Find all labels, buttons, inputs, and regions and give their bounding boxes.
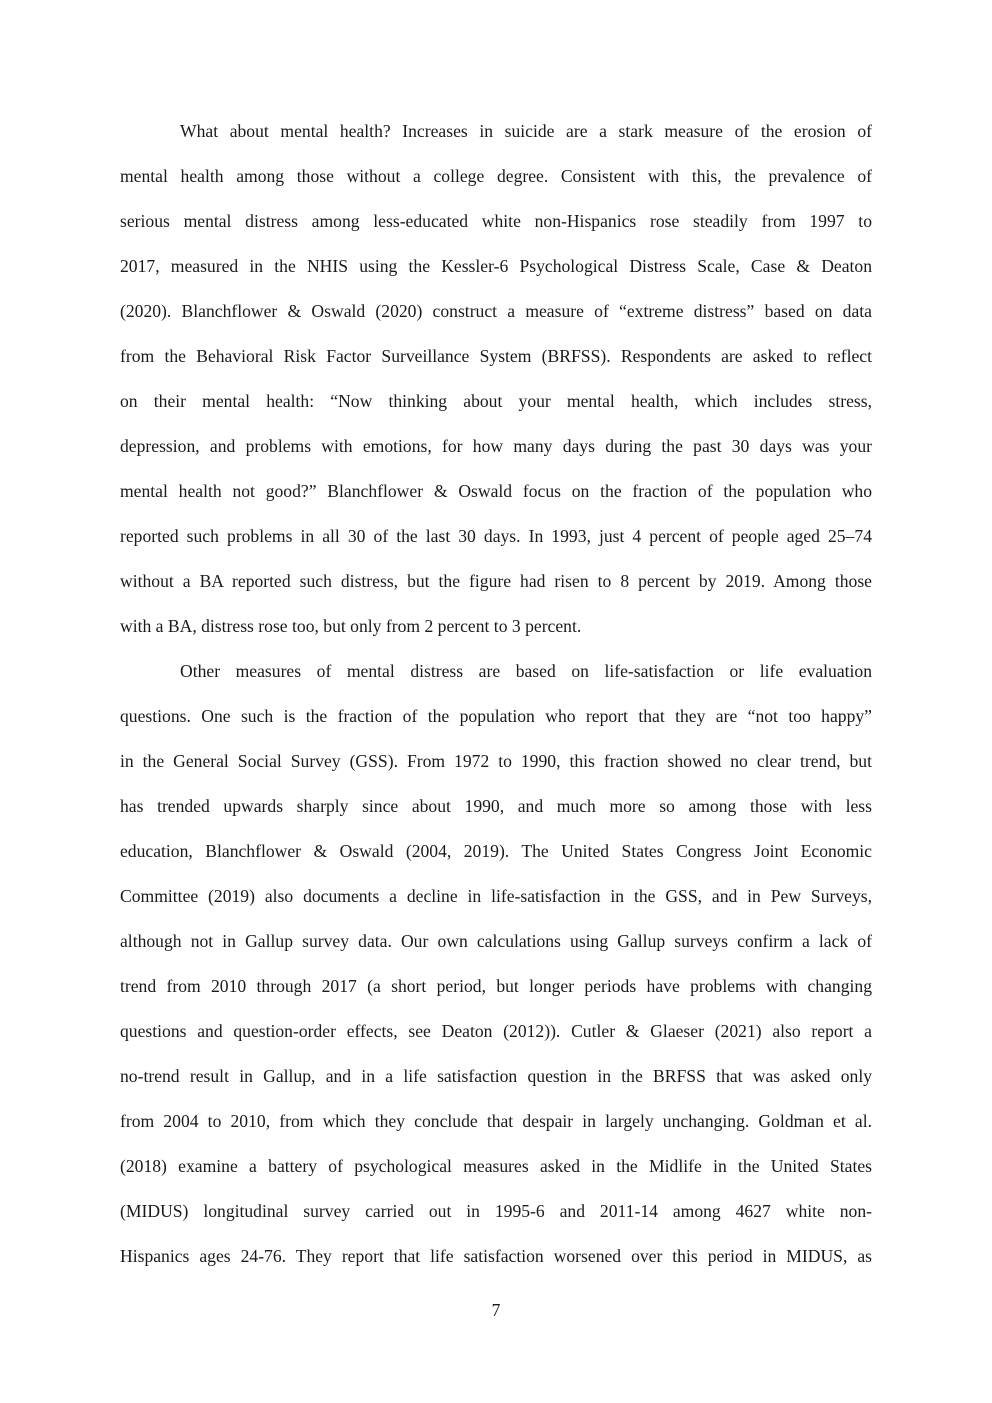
text-line: questions and question-order effects, see Deaton (2012)). Cutler & Glaeser (2021) also report a <box>120 1021 872 1041</box>
text-line: depression, and problems with emotions, for how many days during the past 30 days was your <box>120 436 872 456</box>
text-line: What about mental health? Increases in suicide are a stark measure of the erosion of <box>180 121 872 141</box>
text-line: reported such problems in all 30 of the last 30 days. In 1993, just 4 percent of people aged 25–74 <box>120 526 872 546</box>
text-line: Other measures of mental distress are based on life-satisfaction or life evaluation <box>180 661 872 681</box>
text-line: with a BA, distress rose too, but only from 2 percent to 3 percent. <box>120 616 582 636</box>
text-line: has trended upwards sharply since about 1990, and much more so among those with less <box>120 796 872 816</box>
text-line: Hispanics ages 24-76. They report that life satisfaction worsened over this period in MIDUS, as <box>120 1246 872 1266</box>
text-line: on their mental health: “Now thinking about your mental health, which includes stress, <box>120 391 872 411</box>
text-line: Committee (2019) also documents a decline in life-satisfaction in the GSS, and in Pew Surveys, <box>120 886 872 906</box>
text-line: without a BA reported such distress, but the figure had risen to 8 percent by 2019. Among those <box>120 571 872 591</box>
text-line: although not in Gallup survey data. Our own calculations using Gallup surveys confirm a lack of <box>120 931 872 951</box>
page-number: 7 <box>491 1300 501 1320</box>
text-line: 2017, measured in the NHIS using the Kessler-6 Psychological Distress Scale, Case & Deaton <box>120 256 872 276</box>
text-line: serious mental distress among less-educated white non-Hispanics rose steadily from 1997 to <box>120 211 872 231</box>
text-line: education, Blanchflower & Oswald (2004, 2019). The United States Congress Joint Economic <box>120 841 872 861</box>
text-line: questions. One such is the fraction of the population who report that they are “not too happy” <box>120 706 872 726</box>
text-line: from 2004 to 2010, from which they conclude that despair in largely unchanging. Goldman et al. <box>120 1111 872 1131</box>
text-line: (2018) examine a battery of psychological measures asked in the Midlife in the United States <box>120 1156 872 1176</box>
text-line: mental health not good?” Blanchflower & Oswald focus on the fraction of the population who <box>120 481 872 501</box>
text-line: (2020). Blanchflower & Oswald (2020) construct a measure of “extreme distress” based on data <box>120 301 872 321</box>
text-line: (MIDUS) longitudinal survey carried out in 1995-6 and 2011-14 among 4627 white non- <box>120 1201 872 1221</box>
text-line: trend from 2010 through 2017 (a short period, but longer periods have problems with changing <box>120 976 872 996</box>
text-line: mental health among those without a college degree. Consistent with this, the prevalence of <box>120 166 872 186</box>
text-line: no-trend result in Gallup, and in a life satisfaction question in the BRFSS that was asked only <box>120 1066 872 1086</box>
text-line: in the General Social Survey (GSS). From 1972 to 1990, this fraction showed no clear trend, but <box>120 751 872 771</box>
text-line: from the Behavioral Risk Factor Surveillance System (BRFSS). Respondents are asked to reflect <box>120 346 872 366</box>
